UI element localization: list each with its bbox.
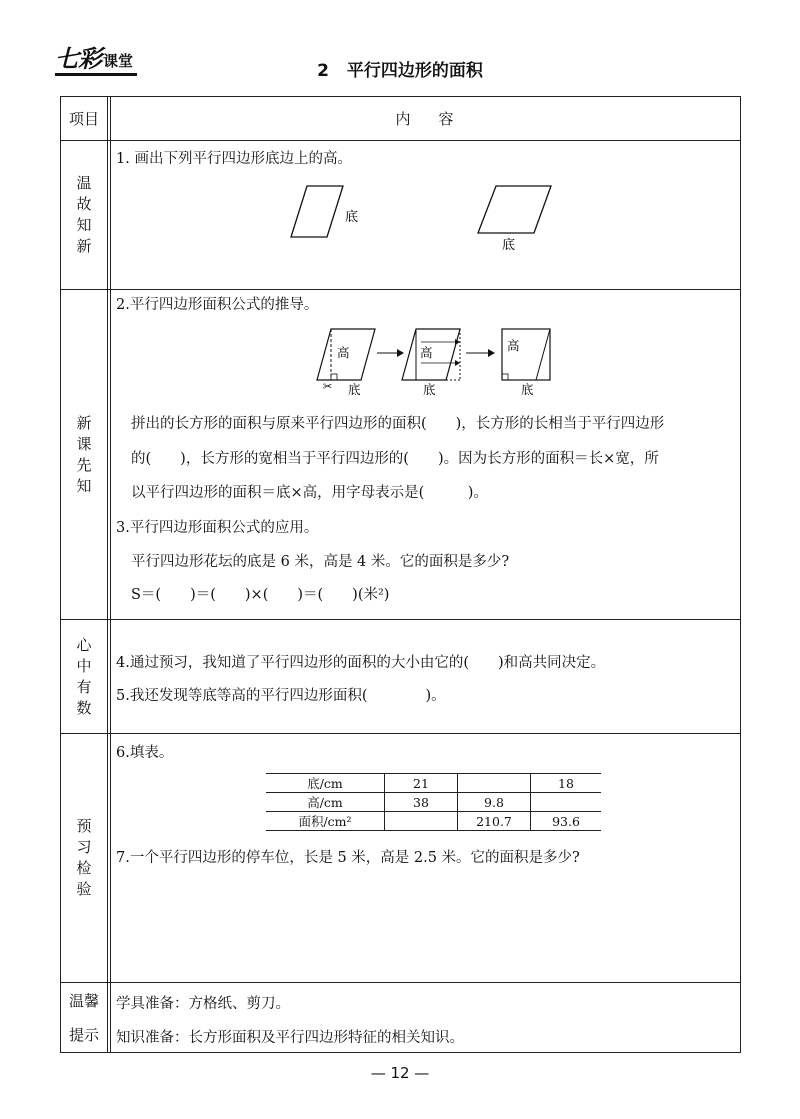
table-cell: 21 (385, 774, 458, 793)
lesson-title: 平行四边形的面积 (346, 61, 483, 81)
header-content: 内 容 (395, 110, 456, 128)
q1-label-a: 底 (345, 210, 359, 225)
q3-formula: S＝( )＝( )×( )＝( )(米²) (131, 587, 390, 603)
page-title (0, 56, 800, 81)
question-3: 3.平行四边形面积公式的应用。 (116, 520, 319, 536)
table-cell: 18 (531, 774, 602, 793)
fig3-base-label: 底 (521, 382, 534, 397)
fig1-base-label: 底 (348, 382, 361, 397)
table-row (266, 774, 601, 793)
question-5: 5.我还发现等底等高的平行四边形面积( )。 (116, 688, 446, 704)
section-label-mind: 心 中 有 数 (76, 635, 92, 717)
table-cell (531, 793, 602, 812)
table-cell: 210.7 (458, 812, 531, 831)
section-label-review: 温 故 知 新 (76, 174, 92, 255)
brand-sub-text: 课堂 (103, 52, 134, 70)
row-label: 底/cm (266, 774, 385, 793)
page-number: — 12 — (370, 1064, 430, 1082)
header-item: 项目 (68, 110, 99, 128)
question-7: 7.一个平行四边形的停车位，长是 5 米，高是 2.5 米。它的面积是多少? (116, 850, 580, 866)
arrow-1-head (397, 349, 404, 357)
q1-label-b: 底 (502, 238, 516, 253)
lesson-number: 2 (317, 61, 329, 81)
scissors-icon: ✂ (323, 380, 333, 393)
table-cell: 9.8 (458, 793, 531, 812)
fill-table (266, 773, 601, 831)
question-2: 2.平行四边形面积公式的推导。 (116, 297, 319, 313)
row-label: 高/cm (266, 793, 385, 812)
worksheet-table (60, 96, 741, 1053)
section-label-preview: 新 课 先 知 (76, 413, 92, 495)
tips-knowledge: 知识准备：长方形面积及平行四边形特征的相关知识。 (116, 1030, 464, 1046)
arrow-2-head (488, 349, 495, 357)
section-label-check: 预 习 检 验 (76, 817, 92, 898)
table-row (266, 812, 601, 831)
tips-tools: 学具准备：方格纸、剪刀。 (116, 996, 290, 1012)
rectangle-seam (536, 329, 550, 380)
table-cell: 38 (385, 793, 458, 812)
section-label-tips: 温馨 提示 (68, 992, 99, 1044)
question-6: 6.填表。 (116, 745, 174, 761)
q2-line-1: 拼出的长方形的面积与原来平行四边形的面积( )，长方形的长相当于平行四边形 (131, 416, 665, 432)
brand-logo-text: 七彩 (55, 45, 101, 73)
row-label: 面积/cm² (266, 812, 385, 831)
table-cell (385, 812, 458, 831)
fig1-height-label: 高 (337, 345, 350, 360)
fig3-height-label: 高 (507, 338, 520, 353)
question-4: 4.通过预习，我知道了平行四边形的面积的大小由它的( )和高共同决定。 (116, 655, 606, 671)
table-cell: 93.6 (531, 812, 602, 831)
table-cell (458, 774, 531, 793)
q2-line-3: 以平行四边形的面积＝底×高，用字母表示是( )。 (131, 485, 488, 501)
question-1: 1. 画出下列平行四边形底边上的高。 (116, 151, 352, 167)
q2-line-2: 的( )，长方形的宽相当于平行四边形的( )。因为长方形的面积＝长×宽，所 (131, 451, 659, 467)
table-row (266, 793, 601, 812)
fig2-height-label: 高 (420, 345, 433, 360)
fig2-base-label: 底 (423, 382, 436, 397)
derivation-diagram (61, 97, 742, 1054)
q3-problem: 平行四边形花坛的底是 6 米，高是 4 米。它的面积是多少? (131, 554, 510, 570)
